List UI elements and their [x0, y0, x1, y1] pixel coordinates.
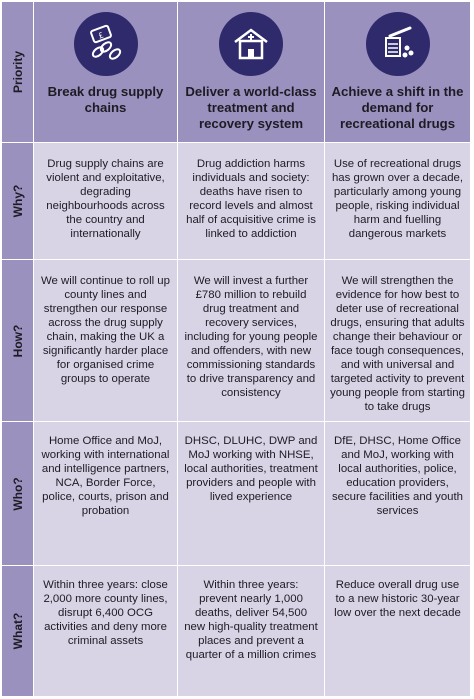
row-label-who — [2, 422, 34, 566]
who-cell: DfE, DHSC, Home Office and MoJ, working with local authorities, police, education providers, secure facilities and youth services — [325, 422, 471, 566]
svg-text:£: £ — [96, 30, 105, 41]
priority-cell-supply — [34, 2, 178, 143]
drugs-icon — [366, 12, 430, 76]
row-label-text: What? — [10, 612, 25, 650]
priority-title: Break drug supply chains — [47, 84, 164, 115]
why-cell: Drug supply chains are violent and exploitative, degrading neighbourhoods across the country and internationally — [34, 143, 178, 260]
priority-cell-demand — [325, 2, 471, 143]
how-cell: We will invest a further £780 million to rebuild drug treatment and recovery services, including for young people and offenders, with new commissioning standards to drive transparency and consistency — [178, 260, 325, 422]
what-cell: Within three years: close 2,000 more county lines, disrupt 6,400 OCG activities and deny more criminal assets — [34, 566, 178, 697]
money-chain-icon — [74, 12, 138, 76]
row-label-text: Priority — [10, 50, 25, 94]
row-label-priority — [2, 2, 34, 143]
who-cell: DHSC, DLUHC, DWP and MoJ working with NHSE, local authorities, treatment providers and people with lived experience — [178, 422, 325, 566]
why-cell: Use of recreational drugs has grown over a decade, particularly among young people, risking individual harm and fuelling dangerous markets — [325, 143, 471, 260]
row-label-why — [2, 143, 34, 260]
strategy-table — [2, 2, 471, 697]
row-label-text: Who? — [10, 476, 25, 511]
how-cell: We will strengthen the evidence for how best to deter use of recreational drugs, ensuring that adults change their behaviour or face tough consequences, and with universal and targeted activity to prevent young people from starting to take drugs — [325, 260, 471, 422]
who-cell: Home Office and MoJ, working with international and intelligence partners, NCA, Border Force, police, courts, prison and probation — [34, 422, 178, 566]
row-label-what — [2, 566, 34, 697]
how-cell: We will continue to roll up county lines and strengthen our response across the drug supply chain, making the UK a significantly harder place for organised crime groups to operate — [34, 260, 178, 422]
row-label-how — [2, 260, 34, 422]
row-label-text: Why? — [10, 184, 25, 218]
priority-cell-treatment — [178, 2, 325, 143]
priority-title: Deliver a world-class treatment and recovery system — [185, 84, 317, 131]
what-cell: Within three years: prevent nearly 1,000 deaths, deliver 54,500 new high-quality treatment places and prevent a quarter of a million crimes — [178, 566, 325, 697]
row-label-text: How? — [10, 324, 25, 357]
hospital-icon — [219, 12, 283, 76]
priority-title: Achieve a shift in the demand for recreational drugs — [331, 84, 464, 131]
what-cell: Reduce overall drug use to a new historic 30-year low over the next decade — [325, 566, 471, 697]
why-cell: Drug addiction harms individuals and society: deaths have risen to record levels and almost half of acquisitive crime is linked to addiction — [178, 143, 325, 260]
